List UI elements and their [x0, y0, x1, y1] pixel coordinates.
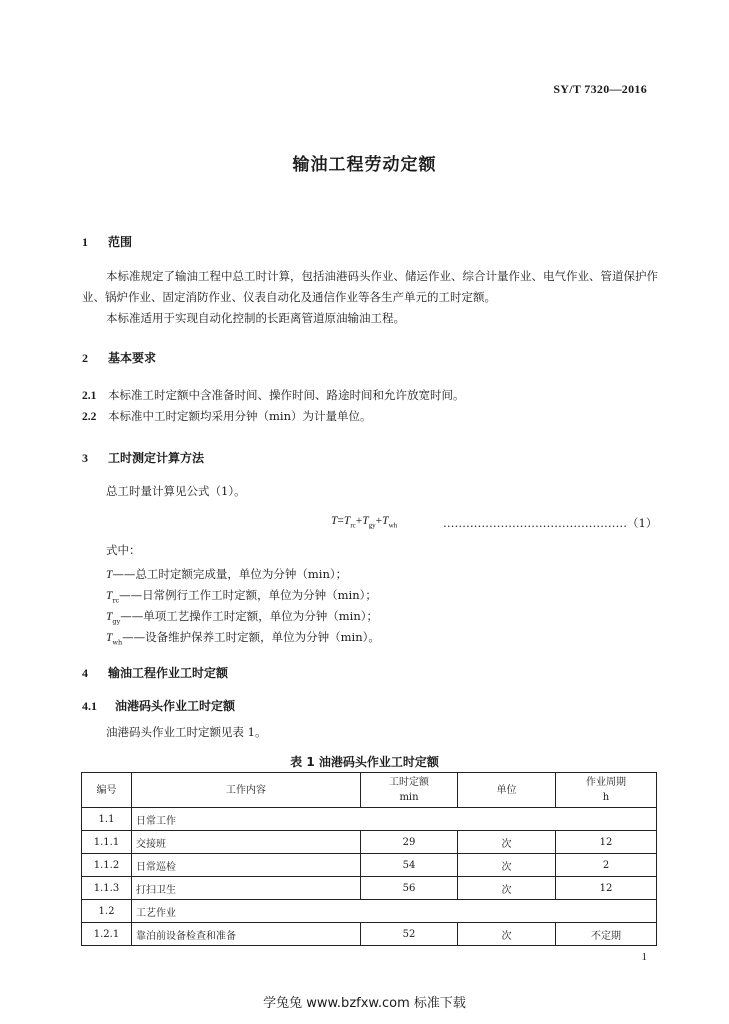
- table-row: [82, 854, 657, 877]
- cell-content: 打扫卫生: [132, 877, 361, 900]
- table-row: [82, 923, 657, 946]
- section-title: 基本要求: [108, 351, 157, 365]
- standard-number: SY/T 7320—2016: [553, 82, 647, 96]
- section-number: 2: [82, 351, 88, 365]
- section-2-heading: [82, 349, 156, 366]
- clause-number: 2.2: [82, 411, 97, 423]
- footer-watermark: 学兔兔 www.bzfxw.com 标准下载: [263, 996, 466, 1011]
- clause-2-1: [82, 387, 465, 403]
- cell-cycle: 2: [556, 854, 657, 877]
- work-quota-table: [81, 772, 657, 946]
- section-number: 1: [82, 235, 88, 249]
- subsection-4-1-heading: [82, 697, 235, 714]
- col-header-no: 编号: [82, 773, 132, 808]
- scope-paragraph-2: 本标准适用于实现自动化控制的长距离管道原油输油工程。: [106, 311, 405, 325]
- variable-symbol: T: [106, 569, 113, 581]
- table-intro: 油港码头作业工时定额见表 1。: [106, 725, 267, 739]
- cell-unit: 次: [458, 877, 556, 900]
- cell-no: 1.1: [82, 808, 132, 831]
- variable-symbol: T: [106, 632, 113, 644]
- table-row: [82, 877, 657, 900]
- cell-quota: 56: [361, 877, 458, 900]
- formula-subscript: wh: [388, 521, 398, 530]
- table-group-row: [82, 808, 657, 831]
- variable-subscript: wh: [112, 638, 123, 647]
- cell-no: 1.1.3: [82, 877, 132, 900]
- section-title: 输油工程作业工时定额: [108, 666, 229, 680]
- variable-definition: [106, 629, 380, 646]
- document-title: 输油工程劳动定额: [292, 155, 437, 175]
- variable-text: ——单项工艺操作工时定额，单位为分钟（min）；: [120, 609, 378, 623]
- variable-text: ——总工时定额完成量，单位为分钟（min）；: [112, 567, 348, 581]
- table-row: [82, 831, 657, 854]
- formula-number: …………………………………………（1）: [443, 516, 657, 530]
- table-header-row: [82, 773, 657, 808]
- formula-subscript: rc: [350, 521, 356, 530]
- formula-lhs: T: [331, 515, 338, 527]
- section-number: 4: [82, 666, 88, 680]
- clause-text: 本标准工时定额中含准备时间、操作时间、路途时间和允许放宽时间。: [108, 388, 465, 402]
- cell-content: 靠泊前设备检查和准备: [132, 923, 361, 946]
- cell-quota: 52: [361, 923, 458, 946]
- subsection-number: 4.1: [82, 699, 97, 713]
- col-header-content: 工作内容: [132, 773, 361, 808]
- variable-symbol: T: [106, 590, 113, 602]
- formula-subscript: gy: [368, 521, 376, 530]
- clause-2-2: [82, 408, 372, 424]
- variable-definition: [106, 608, 378, 625]
- formula-term: T: [382, 515, 389, 527]
- formula: [331, 515, 397, 529]
- variable-definition: [106, 566, 347, 583]
- formula-plus: +: [375, 515, 383, 527]
- col-header-unit: 单位: [458, 773, 556, 808]
- scope-paragraph-1: 本标准规定了输油工程中总工时计算，包括油港码头作业、储运作业、综合计量作业、电气作业、管道保护作业、锅炉作业、固定消防作业、仪表自动化及通信作业等各生产单元的工时定额。: [82, 269, 658, 304]
- cell-no: 1.1.2: [82, 854, 132, 877]
- col-header-cycle: [556, 773, 657, 808]
- section-title: 工时测定计算方法: [108, 451, 205, 465]
- variable-subscript: rc: [112, 596, 120, 605]
- cell-quota: 54: [361, 854, 458, 877]
- section-3-heading: [82, 449, 204, 466]
- section-number: 3: [82, 451, 88, 465]
- col-header-quota: [361, 773, 458, 808]
- section-1-heading: [82, 233, 132, 250]
- section-title: 范围: [108, 235, 133, 249]
- cell-cycle: 12: [556, 877, 657, 900]
- cell-quota: 29: [361, 831, 458, 854]
- subsection-title: 油港码头作业工时定额: [115, 699, 236, 713]
- header-unit: h: [602, 792, 610, 803]
- where-label: 式中：: [106, 543, 141, 557]
- clause-number: 2.1: [82, 390, 97, 402]
- variable-text: ——日常例行工作工时定额，单位为分钟（min）；: [119, 588, 377, 602]
- cell-content: 日常巡检: [132, 854, 361, 877]
- cell-cycle: 不定期: [556, 923, 657, 946]
- cell-cycle: 12: [556, 831, 657, 854]
- formula-plus: +: [355, 515, 363, 527]
- section-4-heading: [82, 664, 228, 681]
- cell-no: 1.1.1: [82, 831, 132, 854]
- header-line: 工时定额: [389, 777, 429, 788]
- formula-term: T: [343, 515, 351, 527]
- cell-no: 1.2: [82, 900, 132, 923]
- clause-text: 本标准中工时定额均采用分钟（min）为计量单位。: [108, 409, 372, 423]
- cell-unit: 次: [458, 831, 556, 854]
- variable-subscript: gy: [112, 617, 121, 626]
- cell-unit: 次: [458, 923, 556, 946]
- formula-intro: 总工时量计算见公式（1）。: [106, 484, 246, 498]
- cell-content: 日常工作: [132, 808, 657, 831]
- cell-content: 交接班: [132, 831, 361, 854]
- cell-unit: 次: [458, 854, 556, 877]
- variable-definition: [106, 587, 377, 604]
- variable-symbol: T: [106, 611, 113, 623]
- page-number: 1: [641, 951, 647, 963]
- cell-content: 工艺作业: [132, 900, 657, 923]
- cell-no: 1.2.1: [82, 923, 132, 946]
- formula-term: T: [362, 515, 369, 527]
- header-unit: min: [399, 792, 419, 803]
- table-caption: 表 1 油港码头作业工时定额: [290, 755, 439, 769]
- table-group-row: [82, 900, 657, 923]
- variable-text: ——设备维护保养工时定额，单位为分钟（min）。: [122, 630, 380, 644]
- formula-equals: =: [337, 515, 344, 527]
- header-line: 作业周期: [586, 777, 626, 788]
